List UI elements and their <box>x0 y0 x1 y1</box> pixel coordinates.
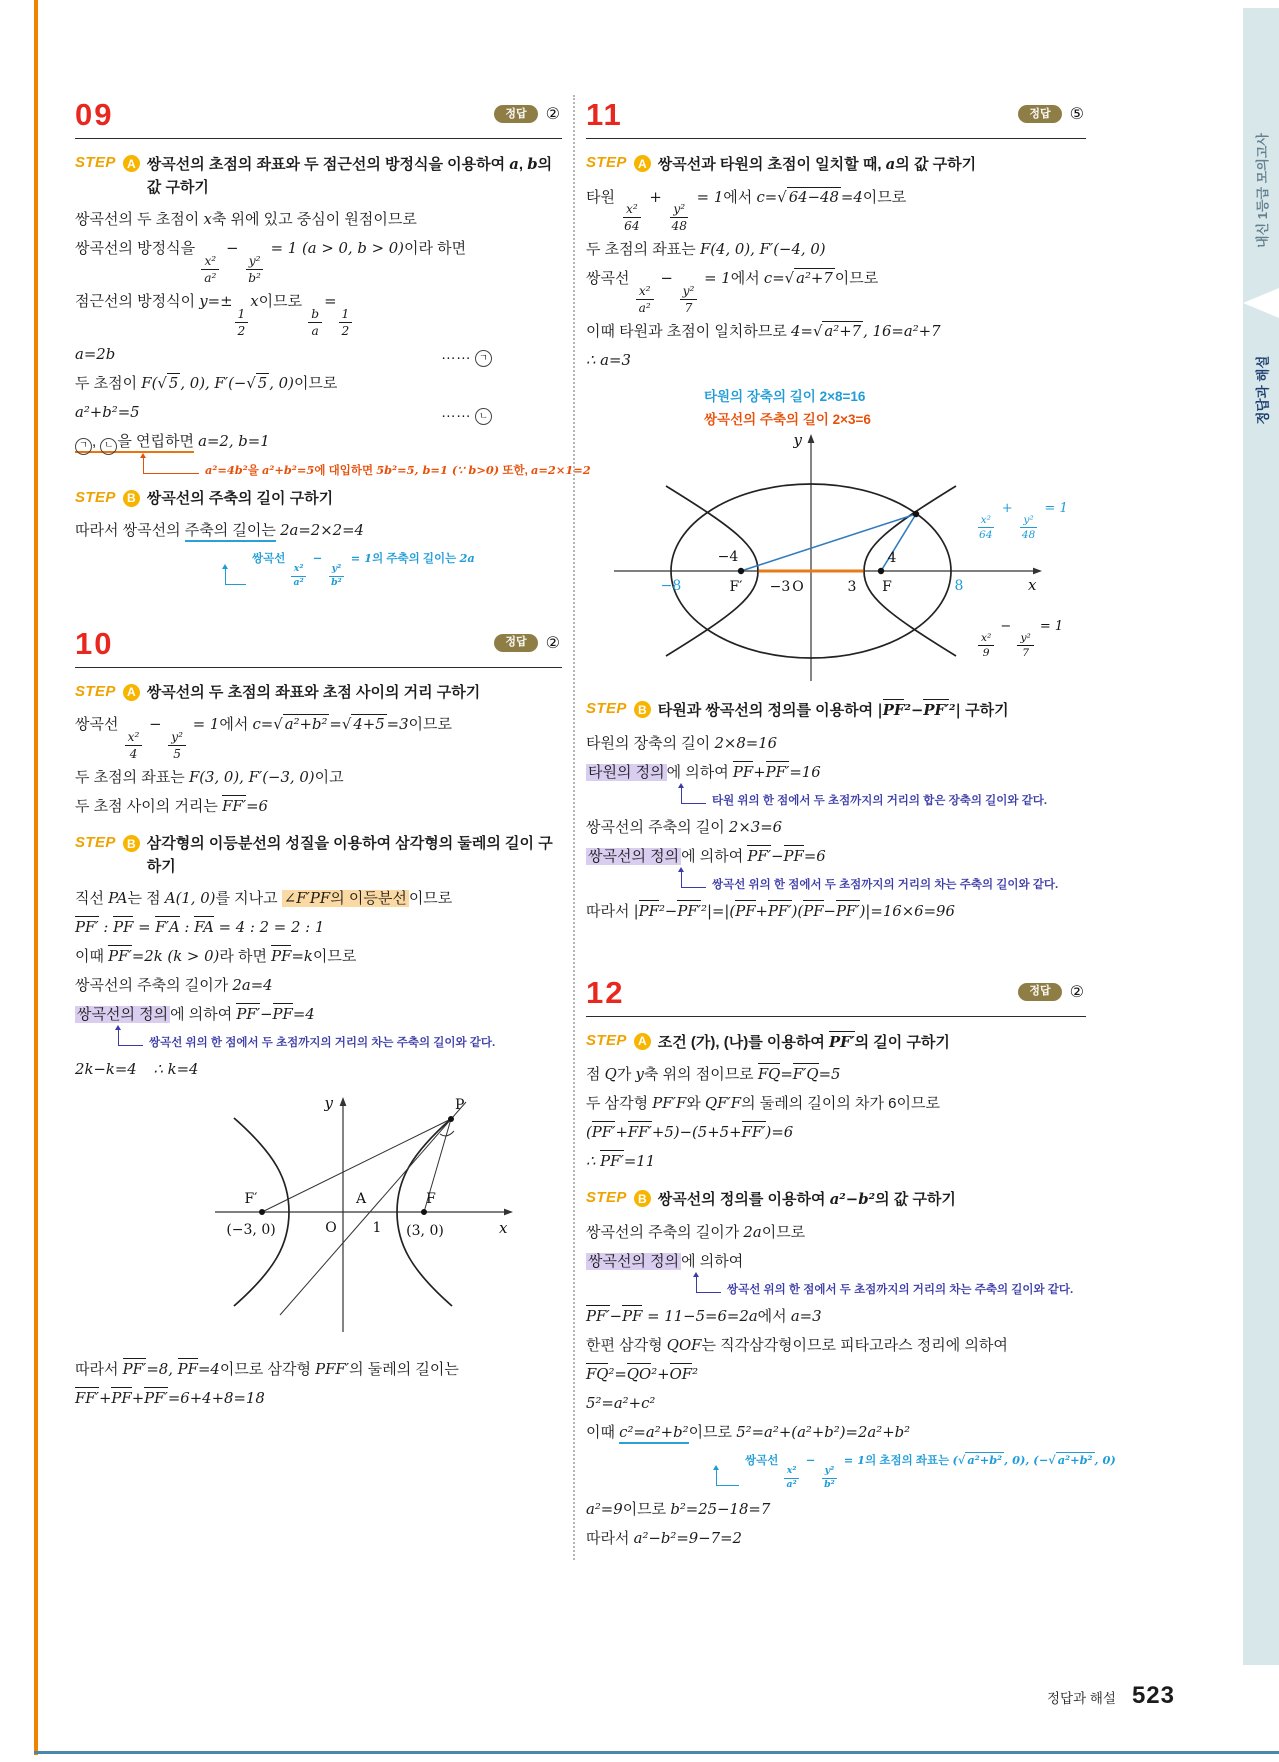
solution-text: 쌍곡선 $\frac{\text{x²}}{4}$ − $\frac{\text{y²}}{5}$ = 1에서 c=√ a²+b² =√ 4+5 =3이므로 <box>75 715 453 762</box>
step-letter-badge: B <box>123 490 140 507</box>
solution-line <box>586 267 1086 315</box>
solution-line <box>75 1387 562 1411</box>
footer-page-number: 523 <box>1131 1682 1175 1709</box>
annotation-note <box>586 872 1086 891</box>
solution-line <box>75 1358 562 1382</box>
axis-label-x: x <box>499 1219 508 1237</box>
step-word: STEP <box>586 1189 627 1207</box>
annotation-text: 쌍곡선 위의 한 점에서 두 초점까지의 거리의 차는 주축의 길이와 같다. <box>149 1037 496 1049</box>
annotation-note <box>75 546 562 588</box>
axis-label-y: y <box>793 431 802 450</box>
step-heading <box>586 1188 1086 1212</box>
hyperbola-equation: $\frac{\text{x²}}{9}$ − $\frac{\text{y²}}{7}$ = 1 <box>976 619 1063 659</box>
left-accent-rule <box>34 0 38 1755</box>
solution-text: 쌍곡선의 주축의 길이 2×3=6 <box>586 817 783 836</box>
solution-line <box>586 349 1086 373</box>
annotation-arrow-icon <box>143 458 199 474</box>
tick-label-1: 1 <box>372 1220 382 1236</box>
annotation-arrow-icon <box>681 872 706 888</box>
step-word: STEP <box>586 154 627 172</box>
page-footer <box>1047 1682 1175 1710</box>
solution-line <box>586 845 1086 869</box>
solution-body <box>75 682 562 1411</box>
solution-line <box>586 1250 1086 1274</box>
tick-label-3: 3 <box>847 579 857 596</box>
annotation-text: 쌍곡선 위의 한 점에서 두 초점까지의 거리의 차는 주축의 길이와 같다. <box>712 878 1059 891</box>
step-title: 쌍곡선과 타원의 초점이 일치할 때, a의 값 구하기 <box>657 155 977 174</box>
solution-body <box>586 153 1086 924</box>
step-heading <box>75 153 562 199</box>
problem-header <box>75 627 562 668</box>
column-left <box>75 97 591 1417</box>
annotation-arrow-icon <box>681 788 706 804</box>
solution-text: 두 초점의 좌표는 F(3, 0), F′(−3, 0)이고 <box>75 768 344 786</box>
solution-line <box>586 1498 1086 1522</box>
solution-text: 두 초점이 F(√ 5 , 0), F′(−√ 5 , 0)이므로 <box>75 374 338 393</box>
step-letter-badge: B <box>634 701 651 718</box>
figure-ellipse-hyperbola <box>586 383 1086 685</box>
column-divider <box>573 95 575 1560</box>
side-tab-bottom-label: 정답과 해설 <box>1255 355 1270 425</box>
answer-choice: ② <box>1069 983 1084 1001</box>
annotation-note <box>586 1448 1116 1490</box>
solution-line <box>586 1150 1086 1174</box>
step-letter-badge: A <box>123 684 140 701</box>
step-word: STEP <box>75 154 116 172</box>
answer-badge <box>494 104 560 124</box>
side-tab-bottom <box>1243 340 1279 440</box>
solution-line <box>586 1363 1086 1387</box>
problem-number: 12 <box>586 974 625 1010</box>
figure-annotation-major-axis: 타원의 장축의 길이 2×8=16 <box>704 389 866 405</box>
solution-line <box>586 1305 1086 1329</box>
annotation-text: a²=4b²을 a²+b²=5에 대입하면 5b²=5, b=1 (∵ b>0) 또한, a=2×1=2 <box>205 462 591 477</box>
problem-header <box>75 98 562 139</box>
solution-line <box>586 1092 1086 1116</box>
solution-body <box>586 1031 1116 1552</box>
solution-line <box>75 1003 562 1027</box>
solution-line <box>586 1421 1086 1445</box>
step-title: 쌍곡선의 두 초점의 좌표와 초점 사이의 거리 구하기 <box>146 683 481 701</box>
step-heading <box>586 1031 1086 1055</box>
coord-label-Fprime: (−3, 0) <box>226 1222 276 1238</box>
solution-line <box>75 713 562 761</box>
step-heading <box>75 488 562 511</box>
solution-text: 쌍곡선의 정의 에 의하여 PF′−PF=4 <box>77 1005 315 1023</box>
answer-badge <box>1018 982 1084 1002</box>
solution-line <box>75 519 562 543</box>
step-letter-badge: A <box>634 1033 651 1050</box>
step-word: STEP <box>586 1031 627 1049</box>
annotation-arrow-icon <box>225 569 246 585</box>
problem-12 <box>586 974 1116 1552</box>
answer-pill: 정답 <box>1018 105 1061 123</box>
side-tab-top <box>1243 105 1279 275</box>
problem-number: 10 <box>75 625 114 661</box>
solution-text: 따라서 |PF²−PF′²|=|(PF+PF′)(PF−PF′)|=16×6=96 <box>586 901 955 920</box>
point-label-P: P <box>455 1097 465 1113</box>
solution-line <box>75 372 562 396</box>
step-title: 삼각형의 이등분선의 성질을 이용하여 삼각형의 둘레의 길이 구하기 <box>146 835 553 875</box>
solution-text: 한편 삼각형 QOF는 직각삼각형이므로 피타고라스 정리에 의하여 <box>586 1335 1008 1354</box>
column-right <box>586 97 1116 1557</box>
axis-label-x: x <box>1028 576 1037 595</box>
tick-label-minus4: −4 <box>717 549 739 566</box>
solution-line <box>75 945 562 969</box>
answer-pill: 정답 <box>494 105 537 123</box>
solution-text: 따라서 a²−b²=9−7=2 <box>586 1529 742 1548</box>
answer-choice: ② <box>545 634 560 652</box>
answer-badge <box>1018 104 1084 124</box>
solution-text: 따라서 쌍곡선의 주축의 길이는 2a=2×2=4 <box>75 519 364 543</box>
solution-line <box>586 320 1086 344</box>
reference-mark: …… ㄴ <box>441 401 492 425</box>
step-title: 쌍곡선의 주축의 길이 구하기 <box>146 489 334 507</box>
solution-line <box>586 1527 1086 1551</box>
solution-text: 2k−k=4 ∴ k=4 <box>75 1060 199 1078</box>
solution-text: a²=9이므로 b²=25−18=7 <box>586 1500 771 1519</box>
point-label-F: F <box>426 1191 436 1207</box>
solution-text: ∴ a=3 <box>586 351 631 370</box>
solution-text: FQ²=QO²+OF² <box>586 1364 699 1383</box>
ellipse-equation: $\frac{\text{x²}}{64}$ + $\frac{\text{y²}}{48}$ = 1 <box>979 501 1068 541</box>
step-letter-badge: A <box>123 155 140 172</box>
annotation-arrow-icon <box>696 1277 721 1293</box>
step-word: STEP <box>75 488 116 506</box>
solution-text: 쌍곡선의 정의 에 의하여 PF′−PF=6 <box>588 846 826 865</box>
solution-text: 이때 타원과 초점이 일치하므로 4=√ a²+7 , 16=a²+7 <box>586 322 941 341</box>
side-tab-top-label: 내신 1등급 모의고사 <box>1254 132 1270 248</box>
solution-text: 타원의 정의 에 의하여 PF+PF′=16 <box>588 762 821 781</box>
problem-11 <box>586 98 1086 924</box>
solution-text: 두 삼각형 PF′F와 QF′F의 둘레의 길이의 차가 6이므로 <box>586 1094 940 1113</box>
solution-text: 쌍곡선의 방정식을 $\frac{\text{x²}}{\text{a²}}$ − $\frac{\text{y²}}{\text{b²}}$ = 1 (a > 0, b > 0)이라 하면 <box>75 239 467 285</box>
solution-text: PF′−PF = 11−5=6=2a에서 a=3 <box>586 1306 822 1325</box>
coord-label-F: (3, 0) <box>406 1223 444 1239</box>
answer-badge <box>494 633 560 653</box>
answer-pill: 정답 <box>494 634 537 652</box>
annotation-note <box>75 458 591 477</box>
step-letter-badge: B <box>123 835 140 852</box>
step-heading <box>75 682 562 705</box>
solution-text: 쌍곡선의 정의 에 의하여 <box>588 1252 744 1270</box>
solution-line <box>75 916 562 940</box>
point-label-Fprime: F′ <box>729 579 743 596</box>
problem-09 <box>75 97 591 588</box>
solution-text: a²+b²=5 <box>75 403 140 422</box>
step-word: STEP <box>75 834 116 851</box>
solution-line <box>586 1334 1086 1358</box>
solution-text: 직선 PA는 점 A(1, 0)를 지나고 ∠F′PF의 이등분선 이므로 <box>75 889 453 907</box>
solution-line <box>586 900 1086 924</box>
solution-text: 쌍곡선 $\frac{\text{x²}}{\text{a²}}$ − $\frac{\text{y²}}{7}$ = 1에서 c=√ a²+7 이므로 <box>586 269 879 316</box>
step-title: 타원과 쌍곡선의 정의를 이용하여 |PF²−PF′²| 구하기 <box>657 701 1009 720</box>
answer-pill: 정답 <box>1018 983 1061 1001</box>
solution-text: (PF′+FF′+5)−(5+5+FF′)=6 <box>586 1123 794 1142</box>
solution-text: 두 초점 사이의 거리는 FF′=6 <box>75 797 268 815</box>
solution-text: 두 초점의 좌표는 F(4, 0), F′(−4, 0) <box>586 240 826 259</box>
annotation-text: 쌍곡선 위의 한 점에서 두 초점까지의 거리의 차는 주축의 길이와 같다. <box>727 1283 1074 1296</box>
answer-choice: ② <box>545 106 560 124</box>
point-label-A: A <box>355 1191 367 1207</box>
solution-line <box>586 1121 1086 1145</box>
annotation-arrow-icon <box>118 1030 143 1046</box>
step-word: STEP <box>586 700 627 718</box>
annotation-note <box>75 1030 562 1049</box>
step-letter-badge: A <box>634 155 651 172</box>
solution-line <box>75 208 562 232</box>
bottom-border-rule <box>34 1751 1279 1754</box>
step-title: 쌍곡선의 정의를 이용하여 a²−b²의 값 구하기 <box>657 1190 956 1209</box>
solution-line <box>75 401 562 425</box>
solution-text: PF′ : PF = F′A : FA = 4 : 2 = 2 : 1 <box>75 918 325 936</box>
solution-text: 점 Q가 y축 위의 점이므로 FQ=F′Q=5 <box>586 1065 841 1084</box>
problem-number: 11 <box>586 97 623 132</box>
axis-label-y: y <box>324 1094 333 1112</box>
step-letter-badge: B <box>634 1190 651 1207</box>
solution-line <box>75 795 562 819</box>
solution-line <box>75 290 562 338</box>
tick-label-8: 8 <box>954 578 964 595</box>
solution-text: 이때 c²=a²+b²이므로 5²=a²+(a²+b²)=2a²+b² <box>586 1421 910 1445</box>
tick-label-4: 4 <box>887 550 897 567</box>
step-title: 쌍곡선의 초점의 좌표와 두 점근선의 방정식을 이용하여 a, b의 값 구하기 <box>146 155 553 196</box>
solution-text: 쌍곡선의 두 초점이 x축 위에 있고 중심이 원점이므로 <box>75 210 417 229</box>
figure-annotation-transverse-axis: 쌍곡선의 주축의 길이 2×3=6 <box>704 412 871 428</box>
step-heading <box>586 153 1086 177</box>
annotation-text: 쌍곡선 $\frac{\text{x²}}{\text{a²}}$ − $\frac{\text{y²}}{\text{b²}}$ = 1의 초점의 좌표는 (√ a²+b² , 0), (−√ a²+b² , 0) <box>745 1452 1116 1490</box>
solution-line <box>75 430 562 454</box>
annotation-text: 타원 위의 한 점에서 두 초점까지의 거리의 합은 장축의 길이와 같다. <box>712 794 1048 807</box>
solution-line <box>75 343 562 367</box>
solution-text: a=2b <box>75 344 116 363</box>
solution-text: FF′+PF+PF′=6+4+8=18 <box>75 1389 265 1407</box>
solution-text: 이때 PF′=2k (k > 0)라 하면 PF=k이므로 <box>75 947 357 965</box>
hyperbola-diagram <box>163 1092 523 1342</box>
solution-line <box>586 186 1086 234</box>
solution-line <box>75 237 562 285</box>
solution-text: 쌍곡선의 주축의 길이가 2a이므로 <box>586 1222 806 1241</box>
origin-label: O <box>325 1220 337 1236</box>
solution-text: 5²=a²+c² <box>586 1393 656 1412</box>
solution-text: 쌍곡선의 주축의 길이가 2a=4 <box>75 976 273 994</box>
solution-text: 따라서 PF′=8, PF=4이므로 삼각형 PFF′의 둘레의 길이는 <box>75 1360 459 1378</box>
figure-hyperbola-triangle <box>163 1092 562 1346</box>
annotation-text: 쌍곡선 $\frac{\text{x²}}{\text{a²}}$ − $\frac{\text{y²}}{\text{b²}}$ = 1의 주축의 길이는 2a <box>252 551 475 588</box>
problem-10 <box>75 627 562 1411</box>
problem-number: 09 <box>75 97 114 132</box>
solution-line <box>586 732 1086 756</box>
solution-line <box>75 1058 562 1082</box>
step-word: STEP <box>75 682 116 700</box>
solution-line <box>75 887 562 911</box>
step-heading <box>586 699 1086 723</box>
reference-mark: …… ㄱ <box>441 343 492 367</box>
tick-label-minus8: −8 <box>660 578 682 595</box>
solution-line <box>75 766 562 790</box>
annotation-arrow-icon <box>716 1470 739 1486</box>
solution-line <box>586 238 1086 262</box>
point-label-Fprime: F′ <box>244 1191 258 1207</box>
step-title: 조건 (가), (나)를 이용하여 PF′의 길이 구하기 <box>657 1032 950 1051</box>
problem-header <box>586 98 1086 139</box>
solution-text: 타원 $\frac{\text{x²}}{64}$ + $\frac{\text{y²}}{48}$ = 1에서 c=√ 64−48 =4이므로 <box>586 187 907 234</box>
solution-text: ㄱ , ㄴ 을 연립하면 a=2, b=1 <box>75 430 270 454</box>
solution-line <box>586 1392 1086 1416</box>
step-heading <box>75 833 562 878</box>
problem-header <box>586 976 1086 1017</box>
solution-text: 타원의 장축의 길이 2×8=16 <box>586 733 778 752</box>
solution-line <box>586 1221 1086 1245</box>
annotation-note <box>586 788 1086 807</box>
origin-label: O <box>792 579 804 596</box>
point-label-F: F <box>882 579 892 596</box>
solution-line <box>75 974 562 998</box>
solution-line <box>586 1063 1086 1087</box>
solution-line <box>586 816 1086 840</box>
solution-text: ∴ PF′=11 <box>586 1152 656 1171</box>
solution-text: 점근선의 방정식이 y=± $\frac{1}{2}$ x이므로 $\frac{b}{a}$ = $\frac{1}{2}$ <box>75 290 354 338</box>
tick-label-minus3: −3 <box>769 579 791 596</box>
solution-body <box>75 153 591 588</box>
solution-line <box>586 761 1086 785</box>
footer-section-label: 정답과 해설 <box>1046 1691 1116 1706</box>
annotation-note <box>586 1277 1086 1296</box>
answer-choice: ⑤ <box>1069 106 1084 124</box>
